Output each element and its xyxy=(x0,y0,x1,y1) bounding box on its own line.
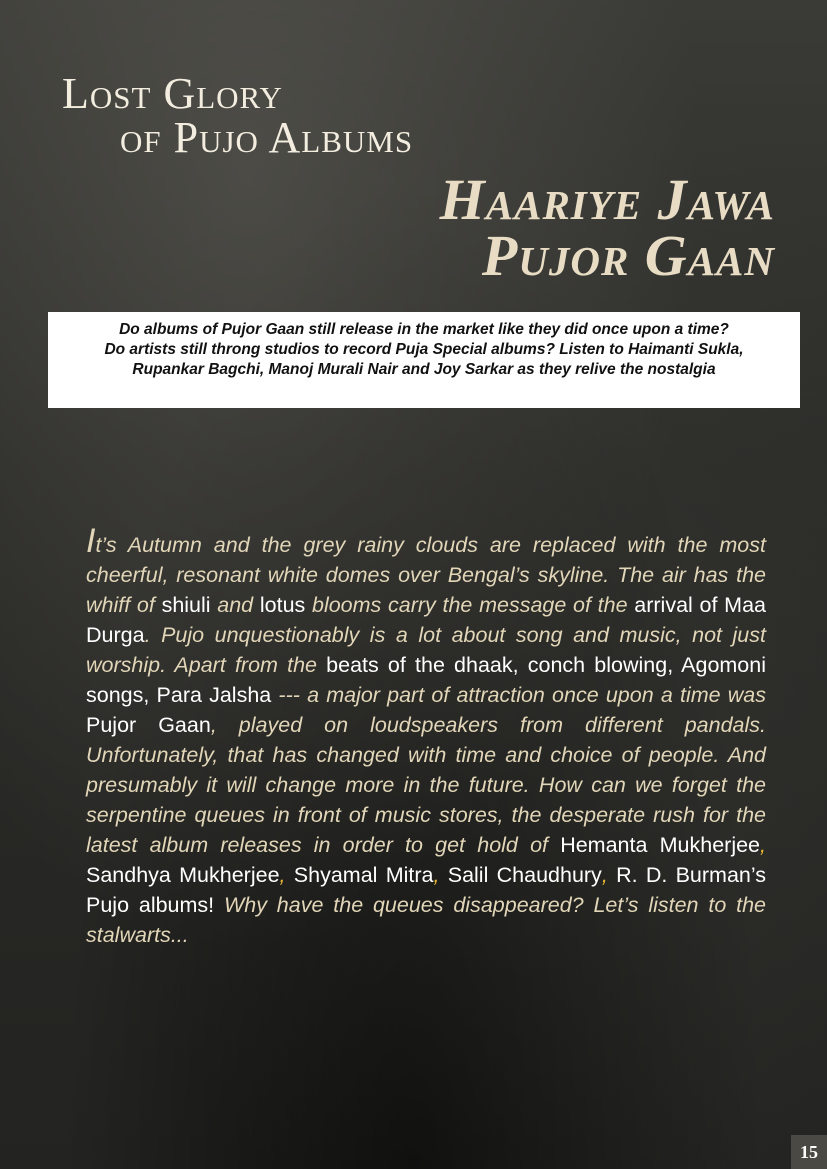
body-highlight: Shyamal Mitra xyxy=(293,862,434,887)
body-highlight: Salil Chaudhury xyxy=(447,862,602,887)
body-segment: blooms carry the message of the xyxy=(305,592,635,617)
body-segment: , played on loudspeakers from different pandals. Unfortunately, that has changed with time and choice of people. And presumably it will change more in the future. How can we forget the serpentine queues in front of music stores, the desperate rush for the latest album releases in order to get hold of xyxy=(86,712,766,857)
article-body xyxy=(86,521,767,950)
body-highlight: arrival of Maa Durga xyxy=(86,592,766,647)
intro-line2: Do artists still throng studios to record Puja Special albums? Listen to Haimanti Sukla, xyxy=(104,341,744,358)
headline-line1: Haariye Jawa xyxy=(439,167,775,232)
section-title-line2: of Pujo Albums xyxy=(120,113,414,162)
body-highlight: beats of the dhaak, conch blowing, Agomoni songs, Para Jalsha xyxy=(86,652,766,707)
body-segment: . Pujo unquestionably is a lot about song and music, not just worship. Apart from the xyxy=(86,622,766,677)
body-highlight: shiuli xyxy=(161,592,211,617)
body-highlight: lotus xyxy=(259,592,306,617)
section-title-line1: Lost Glory xyxy=(62,69,283,118)
intro-line3: Rupankar Bagchi, Manoj Murali Nair and Joy Sarkar as they relive the nostalgia xyxy=(132,361,716,378)
body-comma: , xyxy=(601,862,617,887)
headline-line2: Pujor Gaan xyxy=(481,223,775,288)
intro-line1: Do albums of Pujor Gaan still release in the market like they did once upon a time? xyxy=(119,321,729,338)
drop-cap: I xyxy=(86,521,96,560)
body-highlight: R. D. Burman’s Pujo albums! xyxy=(86,862,767,917)
body-highlight: Sandhya Mukherjee xyxy=(86,862,280,887)
intro-standfirst xyxy=(48,312,800,408)
body-comma: , xyxy=(760,832,766,857)
section-title xyxy=(62,69,414,162)
body-segment: Why have the queues disappeared? Let’s listen to the stalwarts... xyxy=(86,892,766,947)
body-highlight: Hemanta Mukherjee xyxy=(560,832,761,857)
body-comma: , xyxy=(433,862,448,887)
body-highlight: Pujor Gaan xyxy=(86,712,211,737)
body-comma: , xyxy=(279,862,294,887)
article-headline xyxy=(439,167,775,288)
body-segment: and xyxy=(210,592,260,617)
page-number: 15 xyxy=(791,1135,827,1169)
body-segment: t’s Autumn and the grey rainy clouds are replaced with the most cheerful, resonant white domes over Bengal’s skyline. The air has the whiff of xyxy=(86,532,766,617)
body-segment: --- a major part of attraction once upon a time was xyxy=(271,682,766,707)
